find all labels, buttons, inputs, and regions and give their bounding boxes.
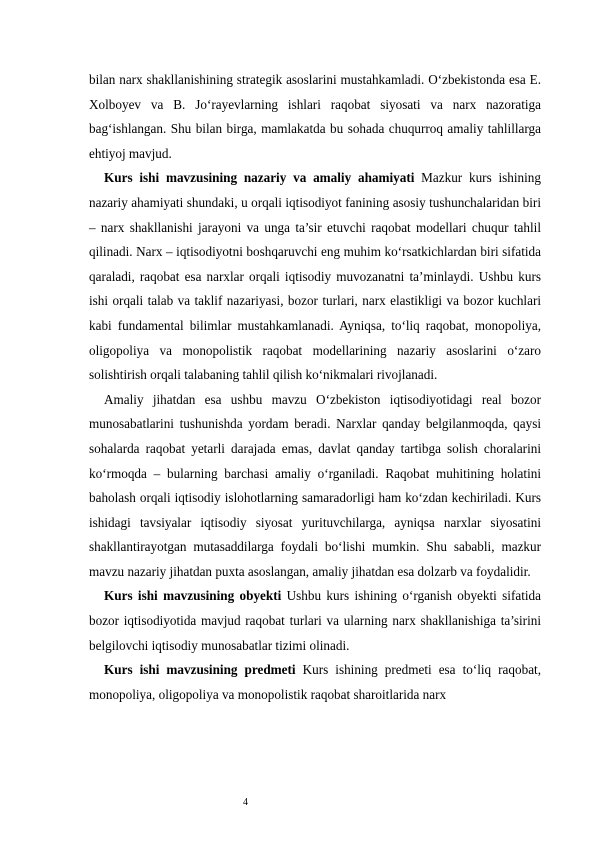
paragraph-2-heading: Kurs ishi mavzusining nazariy va amaliy ahamiyati xyxy=(104,170,415,186)
document-page xyxy=(89,68,541,707)
paragraph-5 xyxy=(89,658,541,707)
paragraph-3 xyxy=(89,388,541,585)
paragraph-1-text: bilan narx shakllanishining strategik asoslarini mustahkamladi. O‘zbekistonda esa E. Xolboyev va B. Jo‘rayevlarning ishlari raqobat siyosati va narx nazoratiga bag‘ishlangan. Shu bilan birga, mamlakatda bu sohada chuqurroq amaliy tahlillarga ehtiyoj mavjud. xyxy=(89,72,541,161)
paragraph-4-heading: Kurs ishi mavzusining obyekti xyxy=(104,588,282,604)
paragraph-2-text: Mazkur kurs ishining nazariy ahamiyati shundaki, u orqali iqtisodiyot fanining asosiy tushunchalaridan biri – narx shakllanishi jarayoni va unga ta’sir etuvchi raqobat modellari chuqur tahlil qilinadi. Narx – iqtisodiyotni boshqaruvchi eng muhim ko‘rsatkichlardan biri sifatida qaraladi, raqobat esa narxlar orqali iqtisodiy muvozanatni ta’minlaydi. Ushbu kurs ishi orqali talab va taklif nazariyasi, bozor turlari, narx elastikligi va bozor kuchlari kabi fundamental bilimlar mustahkamlanadi. Ayniqsa, to‘liq raqobat, monopoliya, oligopoliya va monopolistik raqobat modellarining nazariy asoslarini o‘zaro solishtirish orqali talabaning tahlil qilish ko‘nikmalari rivojlanadi. xyxy=(89,170,541,383)
paragraph-3-text: Amaliy jihatdan esa ushbu mavzu O‘zbekiston iqtisodiyotidagi real bozor munosabatlarini tushunishda yordam beradi. Narxlar qanday belgilanmoqda, qaysi sohalarda raqobat yetarli darajada emas, davlat qanday tartibga solish choralarini ko‘rmoqda – bularning barchasi amaliy o‘rganiladi. Raqobat muhitining holatini baholash orqali iqtisodiy islohotlarning samaradorligi ham ko‘zdan kechiriladi. Kurs ishidagi tavsiyalar iqtisodiy siyosat yurituvchilarga, ayniqsa narxlar siyosatini shakllantirayotgan mutasaddilarga foydali bo‘lishi mumkin. Shu sababli, mazkur mavzu nazariy jihatdan puxta asoslangan, amaliy jihatdan esa dolzarb va foydalidir. xyxy=(89,391,541,579)
paragraph-1 xyxy=(89,68,541,166)
paragraph-4 xyxy=(89,584,541,658)
paragraph-4-text: Ushbu kurs ishining o‘rganish obyekti sifatida bozor iqtisodiyotida mavjud raqobat turlari va ularning narx shakllanishiga ta’sirini belgilovchi iqtisodiy munosabatlar tizimi olinadi. xyxy=(89,588,541,653)
paragraph-5-heading: Kurs ishi mavzusining predmeti xyxy=(104,662,296,678)
paragraph-2 xyxy=(89,166,541,387)
page-number: 4 xyxy=(243,797,248,808)
paragraph-5-text: Kurs ishining predmeti esa to‘liq raqobat, monopoliya, oligopoliya va monopolistik raqobat sharoitlarida narx xyxy=(89,662,542,702)
